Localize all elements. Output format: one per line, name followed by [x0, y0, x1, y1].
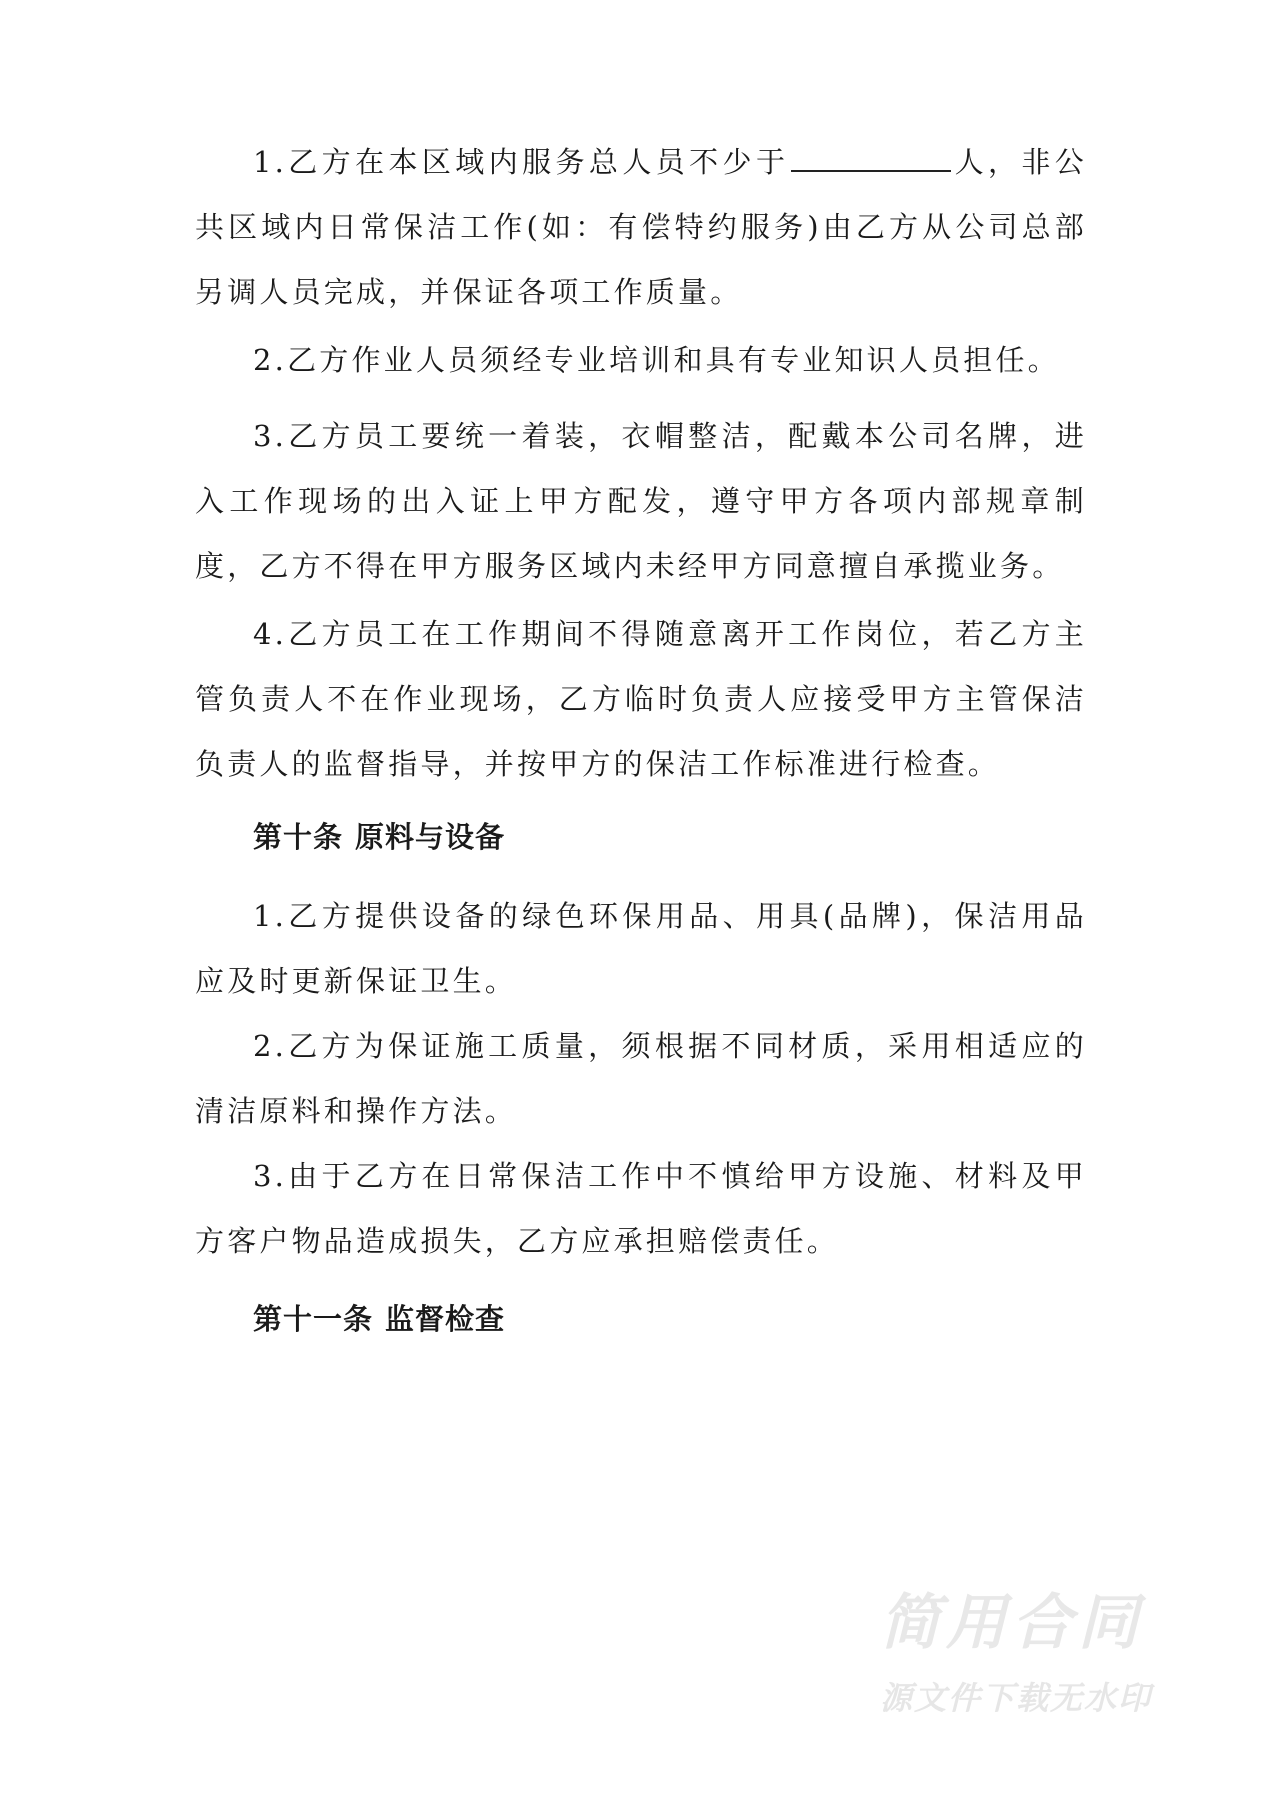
watermark-subtitle: 源文件下载无水印	[880, 1679, 1153, 1717]
section-title: 原料与设备	[355, 820, 506, 854]
paragraph-9-1	[195, 130, 1087, 325]
paragraph-text: 人，非公共区域内日常保洁工作(如：有偿特约服务)由乙方从公司总部另调人员完成，并保证各项工作质量。	[195, 145, 1087, 309]
paragraph-9-4: 4.乙方员工在工作期间不得随意离开工作岗位，若乙方主管负责人不在作业现场，乙方临时负责人应接受甲方主管保洁负责人的监督指导，并按甲方的保洁工作标准进行检查。	[195, 617, 1087, 781]
paragraph-10-1: 1.乙方提供设备的绿色环保用品、用具(品牌)，保洁用品应及时更新保证卫生。	[195, 899, 1087, 998]
blank-fill-line	[791, 140, 951, 172]
section-number: 第十一条	[253, 1302, 374, 1336]
watermark	[880, 1585, 1210, 1723]
paragraph-9-3: 3.乙方员工要统一着装，衣帽整洁，配戴本公司名牌，进入工作现场的出入证上甲方配发，遵守甲方各项内部规章制度，乙方不得在甲方服务区域内未经甲方同意擅自承揽业务。	[195, 419, 1087, 583]
section-11-heading	[253, 1287, 505, 1352]
paragraph-text: 1.乙方在本区域内服务总人员不少于	[253, 145, 790, 179]
section-10-heading	[253, 805, 505, 870]
section-title: 监督检查	[385, 1302, 506, 1336]
paragraph-9-2: 2.乙方作业人员须经专业培训和具有专业知识人员担任。	[253, 343, 1060, 377]
section-number: 第十条	[253, 820, 344, 854]
watermark-title: 简用合同	[880, 1588, 1144, 1658]
paragraph-10-2: 2.乙方为保证施工质量，须根据不同材质，采用相适应的清洁原料和操作方法。	[195, 1029, 1087, 1128]
paragraph-10-3: 3.由于乙方在日常保洁工作中不慎给甲方设施、材料及甲方客户物品造成损失，乙方应承担赔偿责任。	[195, 1159, 1087, 1258]
